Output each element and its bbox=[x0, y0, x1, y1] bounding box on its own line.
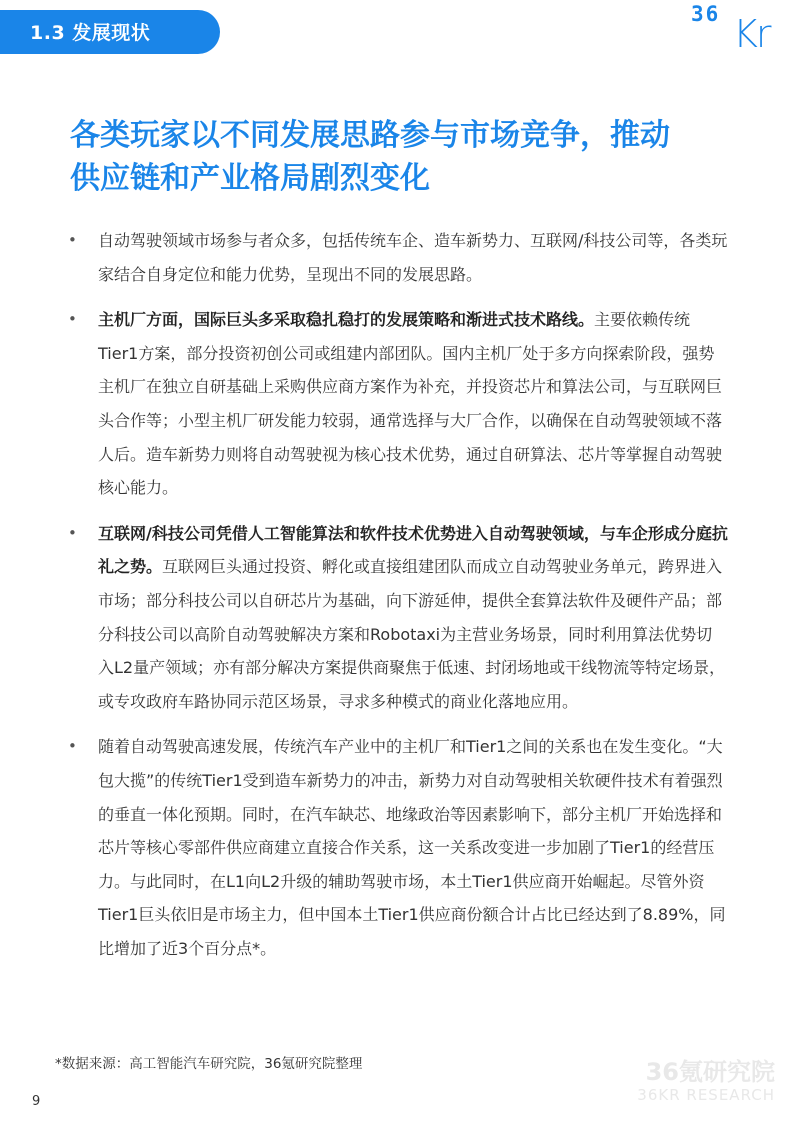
bullet-body: 自动驾驶领域市场参与者众多，包括传统车企、造车新势力、互联网/科技公司等，各类玩家结合自身定位和能力优势，呈现出不同的发展思路。 bbox=[98, 231, 728, 284]
bullet-dot-icon: • bbox=[68, 523, 77, 542]
logo-number: 36 bbox=[691, 2, 721, 26]
bullet-lead: 互联网/科技公司凭借人工智能算法和软件技术优势进入自动驾驶领域，与车企形成分庭抗礼之势。 bbox=[98, 523, 728, 577]
page-number: 9 bbox=[32, 1094, 41, 1109]
bullet-body: 互联网巨头通过投资、孵化或直接组建团队而成立自动驾驶业务单元，跨界进入市场；部分科技公司以自研芯片为基础，向下游延伸，提供全套算法软件及硬件产品；部分科技公司以高阶自动驾驶解决方案和Robotaxi为主营业务场景，同时利用算法优势切入L2量产领域；亦有部分解决方案提供商聚焦于低速、封闭场地或干线物流等特定场景，或专攻政府车路协同示范区场景，寻求多种模式的商业化落地应用。 bbox=[98, 557, 726, 711]
36kr-logo bbox=[691, 0, 791, 56]
page-title-line-1: 各类玩家以不同发展思路参与市场竞争，推动 bbox=[70, 118, 670, 153]
bullet-body: 随着自动驾驶高速发展，传统汽车产业中的主机厂和Tier1之间的关系也在发生变化。“大包大揽”的传统Tier1受到造车新势力的冲击，新势力对自动驾驶相关软硬件技术有着强烈的垂直一体化预期。同时，在汽车缺芯、地缘政治等因素影响下，部分主机厂开始选择和芯片等核心零部件供应商建立直接合作关系，这一关系改变进一步加剧了Tier1的经营压力。与此同时，在L1向L2升级的辅助驾驶市场，本土Tier1供应商开始崛起。尽管外资Tier1巨头依旧是市场主力，但中国本土Tier1供应商份额合计占比已经达到了8.89%，同比增加了近3个百分点*。 bbox=[98, 737, 726, 958]
watermark bbox=[637, 1058, 775, 1104]
watermark-en: 36KR RESEARCH bbox=[637, 1086, 775, 1104]
page-title bbox=[70, 114, 740, 200]
bullet-dot-icon: • bbox=[68, 231, 77, 249]
bullet-item bbox=[68, 303, 728, 505]
bullet-dot-icon: • bbox=[68, 310, 77, 329]
watermark-cn: 36氪研究院 bbox=[645, 1058, 775, 1086]
bullet-item bbox=[68, 517, 728, 719]
bullet-item bbox=[68, 730, 728, 965]
bullet-body: 主要依赖传统Tier1方案，部分投资初创公司或组建内部团队。国内主机厂处于多方向探索阶段，强势主机厂在独立自研基础上采购供应商方案作为补充，并投资芯片和算法公司，与互联网巨头合作等；小型主机厂研发能力较弱，通常选择与大厂合作，以确保在自动驾驶领域不落人后。造车新势力则将自动驾驶视为核心技术优势，通过自研算法、芯片等掌握自动驾驶核心能力。 bbox=[98, 310, 723, 498]
bullet-lead: 主机厂方面，国际巨头多采取稳扎稳打的发展策略和渐进式技术路线。 bbox=[98, 310, 595, 330]
logo-letters: Kr bbox=[733, 12, 770, 56]
page-title-line-2: 供应链和产业格局剧烈变化 bbox=[70, 161, 430, 196]
bullet-list bbox=[68, 224, 728, 977]
bullet-item bbox=[68, 224, 728, 291]
section-title: 1.3 发展现状 bbox=[30, 22, 151, 44]
bullet-dot-icon: • bbox=[68, 737, 77, 756]
source-note: *数据来源：高工智能汽车研究院，36氪研究院整理 bbox=[55, 1056, 363, 1072]
